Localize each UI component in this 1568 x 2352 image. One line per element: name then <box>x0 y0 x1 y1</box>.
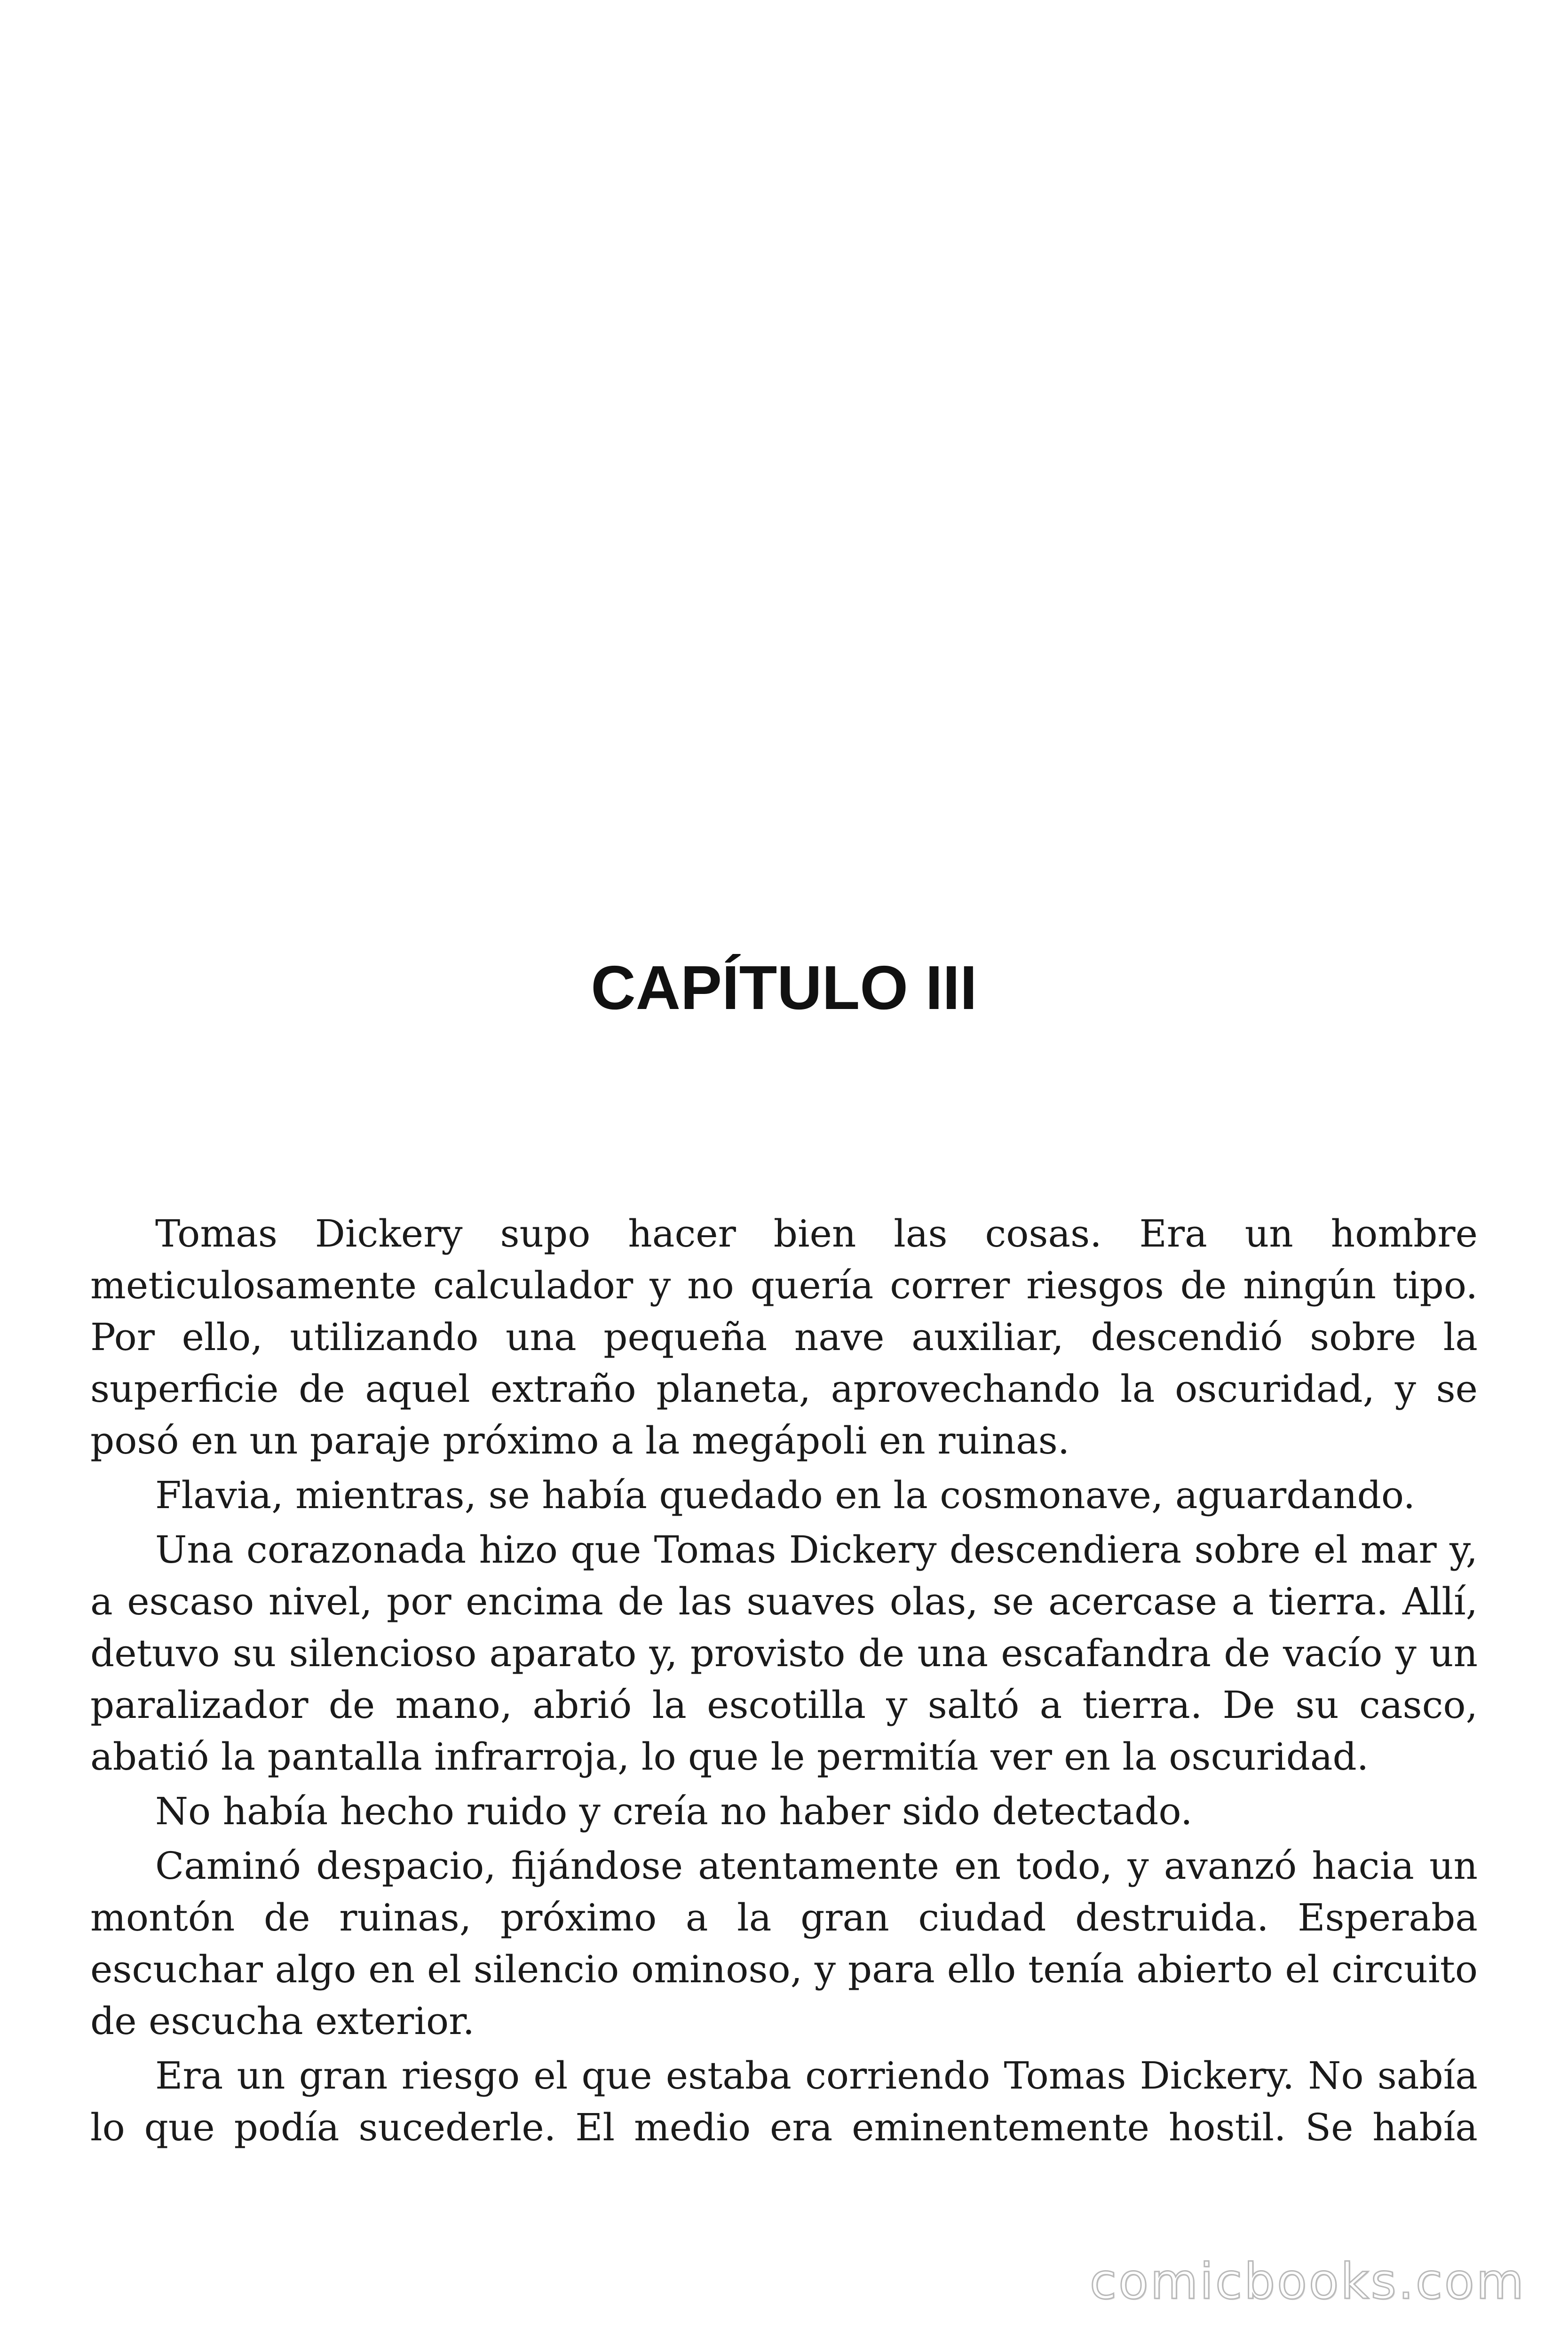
paragraph: Tomas Dickery supo hacer bien las cosas. Era un hombre meticulosamente calculador y no quería correr riesgos de ningún tipo. Por ello, utilizando una pequeña nave auxiliar, descendió sobre la superficie de aquel extraño planeta, aprovechando la oscuridad, y se posó en un paraje próximo a la megápoli en ruinas. <box>90 1212 1478 1462</box>
paragraph: Era un gran riesgo el que estaba corriendo Tomas Dickery. No sabía lo que podía sucederle. El medio era eminentemente hostil. Se había <box>90 2054 1478 2149</box>
chapter-body <box>90 1208 1478 2156</box>
watermark: comicbooks.com <box>1089 2253 1526 2310</box>
paragraph: No había hecho ruido y creía no haber sido detectado. <box>155 1789 1193 1833</box>
paragraph: Flavia, mientras, se había quedado en la cosmonave, aguardando. <box>155 1473 1416 1517</box>
paragraph: Una corazonada hizo que Tomas Dickery descendiera sobre el mar y, a escaso nivel, por encima de las suaves olas, se acercase a tierra. Allí, detuvo su silencioso aparato y, provisto de una escafandra de vacío y un paralizador de mano, abrió la escotilla y saltó a tierra. De su casco, abatió la pantalla infrarroja, lo que le permitía ver en la oscuridad. <box>90 1528 1478 1779</box>
paragraph: Caminó despacio, fijándose atentamente en todo, y avanzó hacia un montón de ruinas, próximo a la gran ciudad destruida. Esperaba escuchar algo en el silencio ominoso, y para ello tenía abierto el circuito de escucha exterior. <box>90 1844 1478 2043</box>
chapter-title: CAPÍTULO III <box>591 953 977 1022</box>
